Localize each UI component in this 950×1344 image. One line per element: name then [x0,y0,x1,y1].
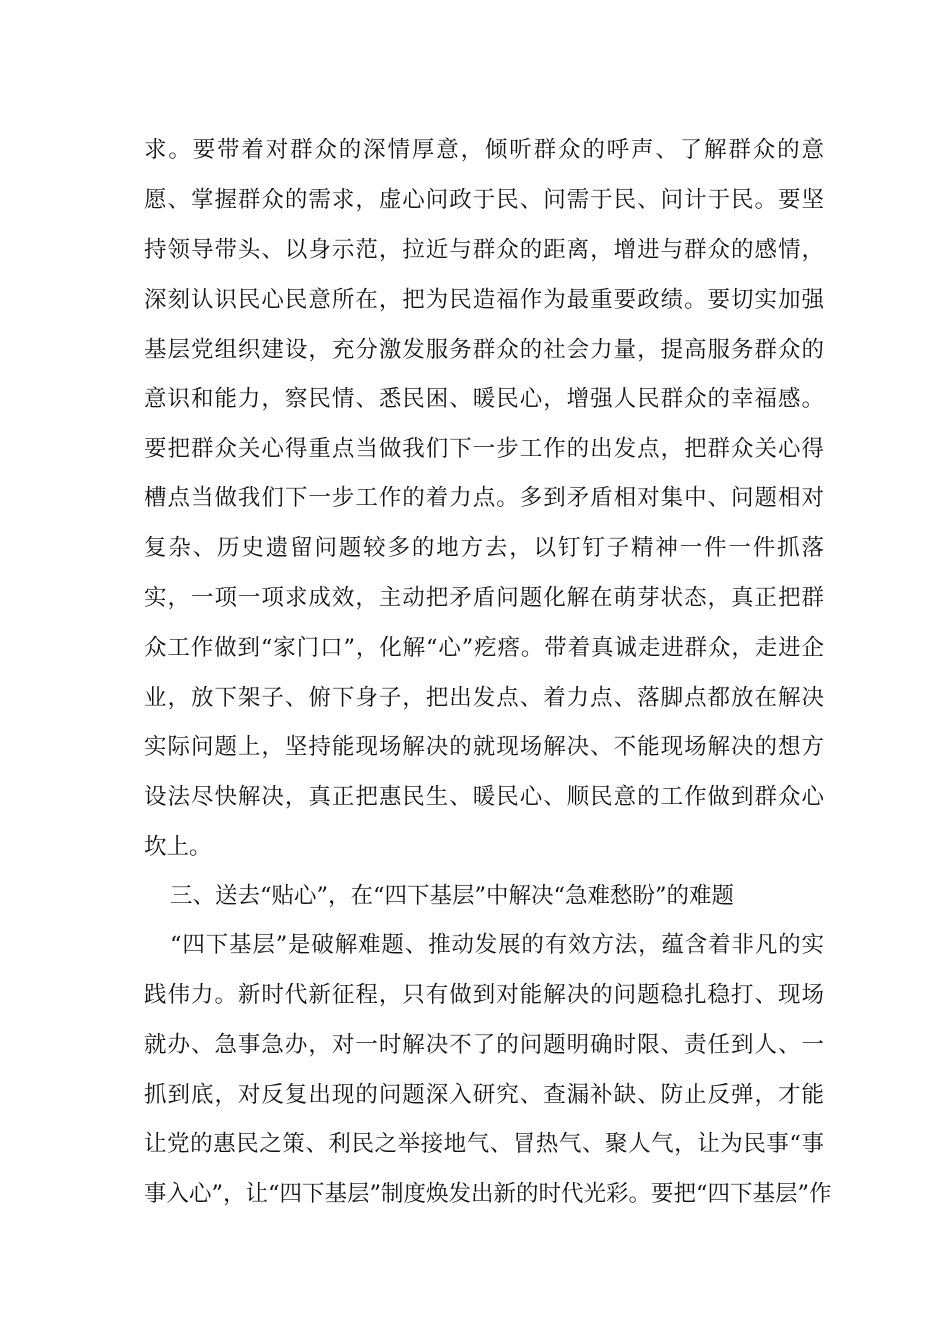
body-text-line: 深刻认识民心民意所在，把为民造福作为最重要政绩。要切实加强 [144,287,824,313]
body-text-line: 事入心”，让“四下基层”制度焕发出新的时代光彩。要把“四下基层”作 [144,1181,832,1207]
body-text-line: 要把群众关心得重点当做我们下一步工作的出发点，把群众关心得 [144,436,824,462]
body-text-line: 业，放下架子、俯下身子，把出发点、着力点、落脚点都放在解决 [144,685,824,711]
body-text-line: 设法尽快解决，真正把惠民生、暖民心、顺民意的工作做到群众心 [144,784,824,810]
body-text-line: 抓到底，对反复出现的问题深入研究、查漏补缺、防止反弹，才能 [144,1082,824,1108]
body-text-line: 让党的惠民之策、利民之举接地气、冒热气、聚人气，让为民事“事 [144,1131,824,1157]
body-text-line: 意识和能力，察民情、悉民困、暖民心，增强人民群众的幸福感。 [144,386,824,412]
body-text-line: 基层党组织建设，充分激发服务群众的社会力量，提高服务群众的 [144,337,824,363]
body-text-line: 求。要带着对群众的深情厚意，倾听群众的呼声、了解群众的意 [144,137,824,163]
body-text-line: 持领导带头、以身示范，拉近与群众的距离，增进与群众的感情， [144,237,824,263]
body-text-line: 实际问题上，坚持能现场解决的就现场解决、不能现场解决的想方 [144,734,824,760]
body-text-line: 实，一项一项求成效，主动把矛盾问题化解在萌芽状态，真正把群 [144,585,824,611]
body-text-line: 坎上。 [144,834,212,860]
body-text-line: 就办、急事急办，对一时解决不了的问题明确时限、责任到人、一 [144,1032,824,1058]
body-text-line: 众工作做到“家门口”，化解“心”疙瘩。带着真诚走进群众，走进企 [144,635,824,661]
section-heading: 三、送去“贴心”，在“四下基层”中解决“急难愁盼”的难题 [170,883,735,909]
body-text-line: “四下基层”是破解难题、推动发展的有效方法，蕴含着非凡的实 [170,932,824,958]
body-text-line: 复杂、历史遗留问题较多的地方去，以钉钉子精神一件一件抓落 [144,535,824,561]
body-text-line: 愿、掌握群众的需求，虚心问政于民、问需于民、问计于民。要坚 [144,187,824,213]
body-text-line: 槽点当做我们下一步工作的着力点。多到矛盾相对集中、问题相对 [144,485,824,511]
body-text-line: 践伟力。新时代新征程，只有做到对能解决的问题稳扎稳打、现场 [144,982,824,1008]
